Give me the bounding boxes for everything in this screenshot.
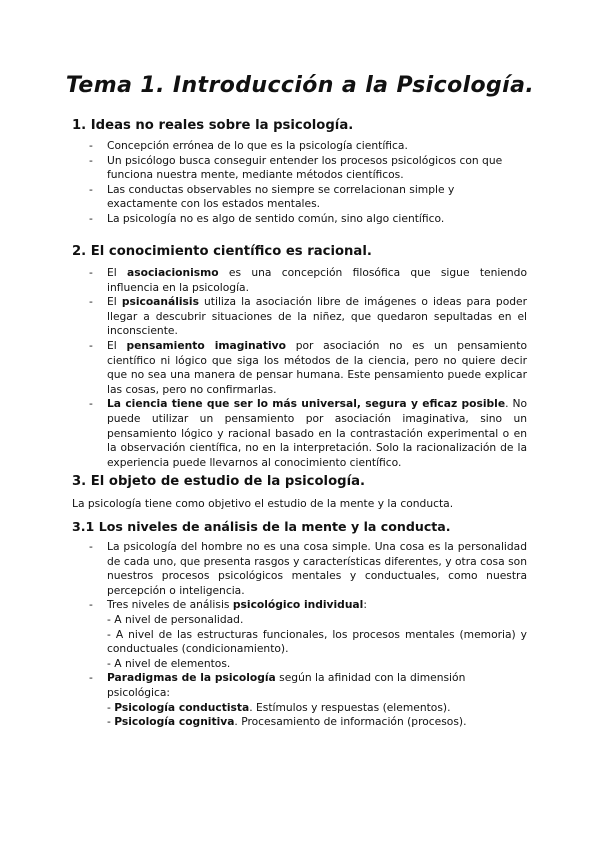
list-item: - Las conductas observables no siempre se correlacionan simple y exactamente con los estados mentales. <box>89 183 527 212</box>
list-item: - Un psicólogo busca conseguir entender los procesos psicológicos con que funciona nuestra mente, mediante métodos científicos. <box>89 154 527 183</box>
section-2-list <box>89 266 527 470</box>
sub-item: - A nivel de elementos. <box>107 656 231 670</box>
page-title: Tema 1. Introducción a la Psicología. <box>65 73 535 98</box>
list-item: - La psicología no es algo de sentido común, sino algo científico. <box>89 212 527 227</box>
section-1-heading: 1. Ideas no reales sobre la psicología. <box>72 118 354 133</box>
sub-item: - Psicología conductista. Estímulos y respuestas (elementos). <box>107 700 451 714</box>
list-item: - Concepción errónea de lo que es la psicología científica. <box>89 139 527 154</box>
list-item: - El psicoanálisis utiliza la asociación libre de imágenes o ideas para poder llegar a descubrir situaciones de la niñez, que quedaron sepultadas en el inconsciente. <box>89 295 527 339</box>
section-2-heading: 2. El conocimiento científico es racional. <box>72 244 372 259</box>
sub-item: - Psicología cognitiva. Procesamiento de información (procesos). <box>107 715 467 729</box>
list-item: - El pensamiento imaginativo por asociación no es un pensamiento científico ni lógico que siga los métodos de la ciencia, pero no quiere decir que no sea una manera de pensar humana. Este pensamiento puede explicar las cosas, pero no confirmarlas. <box>89 339 527 397</box>
sub-item: - A nivel de las estructuras funcionales, los procesos mentales (memoria) y conductuales (condicionamiento). <box>107 627 527 656</box>
section-3-intro: La psicología tiene como objetivo el estudio de la mente y la conducta. <box>72 497 454 510</box>
section-3-list <box>89 540 527 730</box>
sub-item: - A nivel de personalidad. <box>107 612 244 626</box>
list-item: - Paradigmas de la psicología según la afinidad con la dimensión psicológica: - Psicología conductista. Estímulos y respuestas (elementos). - Psicología cognitiva. Procesamiento de información (procesos). <box>89 671 527 729</box>
list-item: - La ciencia tiene que ser lo más universal, segura y eficaz posible. No puede utilizar un pensamiento por asociación imaginativa, sino un pensamiento lógico y racional basado en la contrastación experimental o en la observación científica, no en la interpretación. Solo la racionalización de la experiencia puede llevarnos al conocimiento científico. <box>89 397 527 470</box>
section-3-1-heading: 3.1 Los niveles de análisis de la mente y la conducta. <box>72 519 451 534</box>
list-item: - El asociacionismo es una concepción filosófica que sigue teniendo influencia en la psicología. <box>89 266 527 295</box>
section-3-heading: 3. El objeto de estudio de la psicología. <box>72 474 366 489</box>
list-item: - La psicología del hombre no es una cosa simple. Una cosa es la personalidad de cada uno, que presenta rasgos y características diferentes, y otra cosa son nuestros procesos psicológicos mentales y conductuales, como nuestra percepción o inteligencia. <box>89 540 527 598</box>
list-item: - Tres niveles de análisis psicológico individual: - A nivel de personalidad. - A nivel de las estructuras funcionales, los procesos mentales (memoria) y conductuales (condicionamiento). - A nivel de elementos. <box>89 598 527 671</box>
section-1-list <box>89 139 527 227</box>
